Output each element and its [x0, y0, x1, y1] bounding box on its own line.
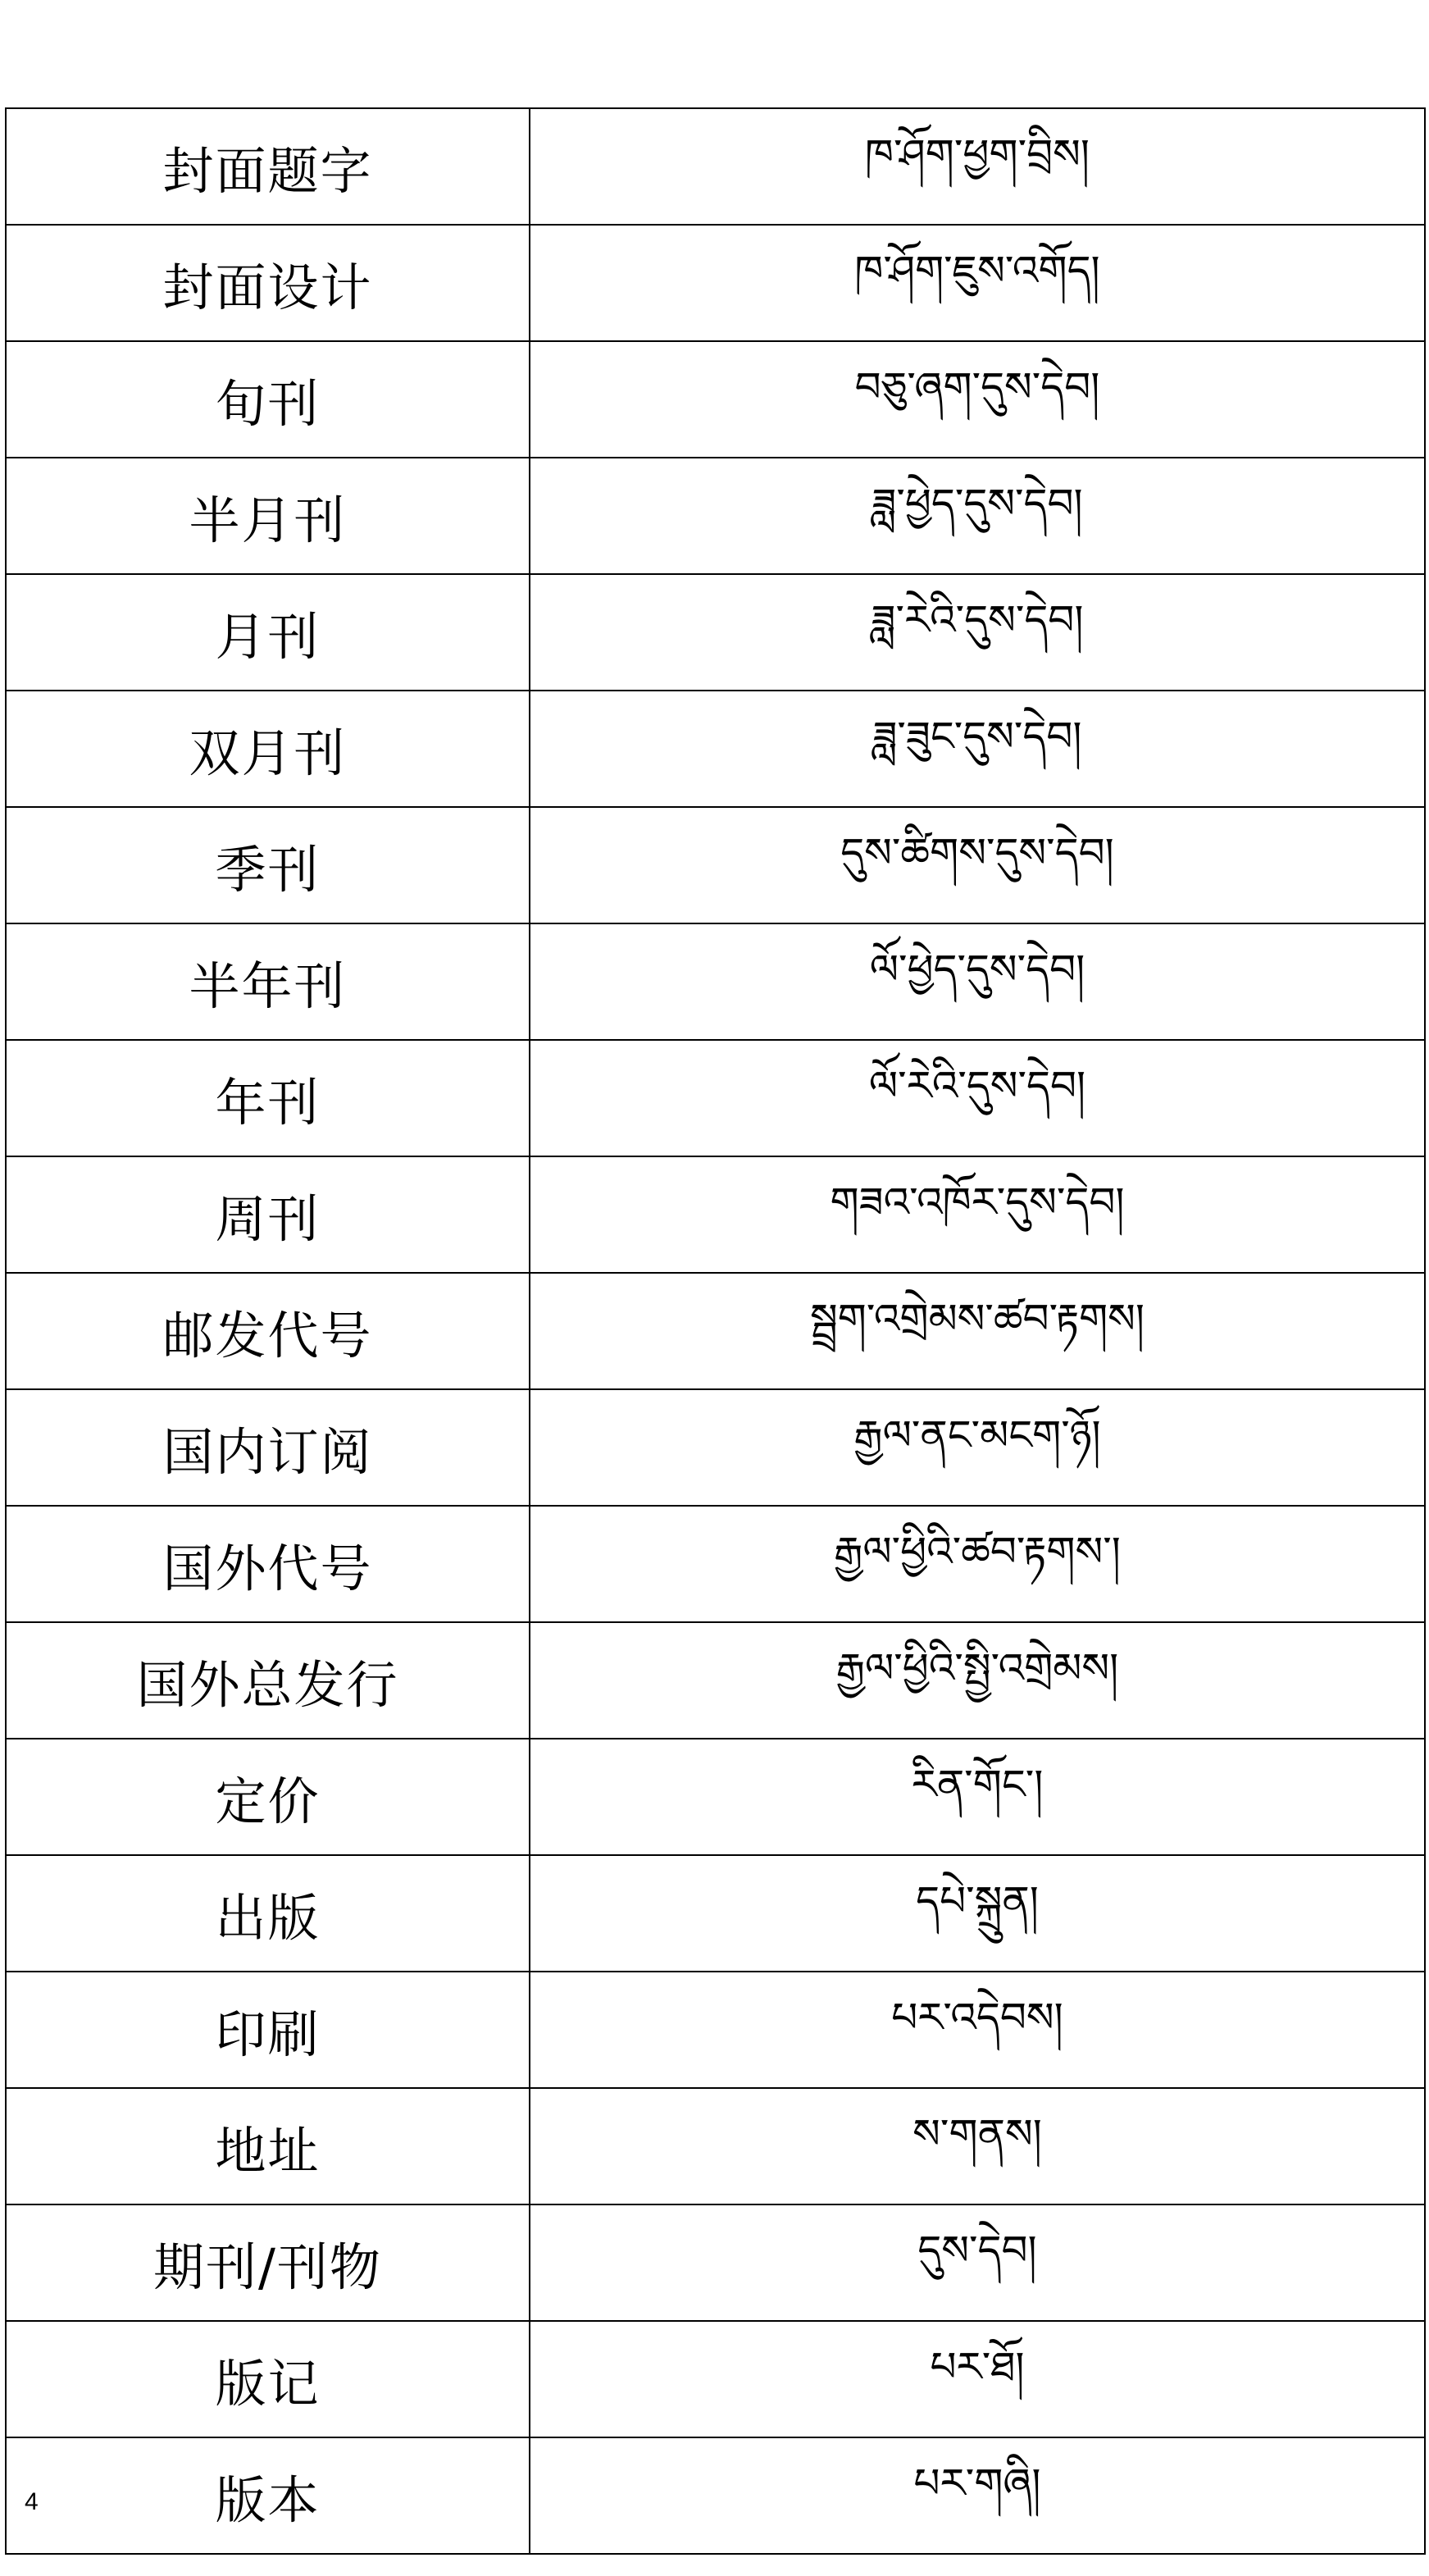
- chinese-term: 周刊: [6, 1156, 530, 1273]
- table-row: [6, 1389, 1425, 1506]
- chinese-term: 封面题字: [6, 108, 530, 225]
- chinese-term: 封面设计: [6, 225, 530, 341]
- table-row: [6, 2204, 1425, 2321]
- table-row: [6, 1273, 1425, 1389]
- table-row: [6, 1739, 1425, 1855]
- tibetan-term: ཁ་ཤོག་ཕྱག་བྲིས།: [530, 108, 1425, 225]
- table-row: [6, 2088, 1425, 2204]
- tibetan-term: རྒྱལ་ནང་མངག་ཉོ།: [530, 1389, 1425, 1506]
- tibetan-term: ཁ་ཤོག་ཇུས་འགོད།: [530, 225, 1425, 341]
- table-row: [6, 225, 1425, 341]
- chinese-term: 季刊: [6, 807, 530, 923]
- chinese-term: 期刊/刊物: [6, 2204, 530, 2321]
- tibetan-term: ལོ་ཕྱེད་དུས་དེབ།: [530, 923, 1425, 1040]
- chinese-term: 国外总发行: [6, 1622, 530, 1739]
- table-row: [6, 2321, 1425, 2437]
- chinese-term: 月刊: [6, 574, 530, 691]
- tibetan-term: གཟའ་འཁོར་དུས་དེབ།: [530, 1156, 1425, 1273]
- glossary-table: [5, 107, 1426, 2555]
- chinese-term: 双月刊: [6, 691, 530, 807]
- tibetan-term: པར་ཐོ།: [530, 2321, 1425, 2437]
- table-row: [6, 1622, 1425, 1739]
- table-row: [6, 807, 1425, 923]
- chinese-term: 定价: [6, 1739, 530, 1855]
- table-row: [6, 458, 1425, 574]
- tibetan-term: རིན་གོང་།: [530, 1739, 1425, 1855]
- tibetan-term: པར་འདེབས།: [530, 1972, 1425, 2088]
- chinese-term: 旬刊: [6, 341, 530, 458]
- table-row: [6, 1506, 1425, 1622]
- table-row: [6, 1855, 1425, 1972]
- chinese-term: 半月刊: [6, 458, 530, 574]
- chinese-term: 邮发代号: [6, 1273, 530, 1389]
- glossary-body: [6, 108, 1425, 2554]
- chinese-term: 版记: [6, 2321, 530, 2437]
- chinese-term: 国外代号: [6, 1506, 530, 1622]
- tibetan-term: དཔེ་སྐྲུན།: [530, 1855, 1425, 1972]
- table-row: [6, 341, 1425, 458]
- tibetan-term: རྒྱལ་ཕྱིའི་སྤྱི་འགྲེམས།: [530, 1622, 1425, 1739]
- table-row: [6, 691, 1425, 807]
- table-row: [6, 1156, 1425, 1273]
- chinese-term: 地址: [6, 2088, 530, 2204]
- table-row: [6, 1040, 1425, 1156]
- tibetan-term: ས་གནས།: [530, 2088, 1425, 2204]
- tibetan-term: རྒྱལ་ཕྱིའི་ཚབ་རྟགས་།: [530, 1506, 1425, 1622]
- tibetan-term: ལོ་རེའི་དུས་དེབ།: [530, 1040, 1425, 1156]
- chinese-term: 半年刊: [6, 923, 530, 1040]
- table-row: [6, 108, 1425, 225]
- table-row: [6, 2437, 1425, 2554]
- chinese-term: 版本: [6, 2437, 530, 2554]
- table-row: [6, 923, 1425, 1040]
- page-number: 4: [25, 2488, 39, 2515]
- tibetan-term: དུས་དེབ།: [530, 2204, 1425, 2321]
- tibetan-term: བཅུ་ཞག་དུས་དེབ།: [530, 341, 1425, 458]
- chinese-term: 出版: [6, 1855, 530, 1972]
- chinese-term: 国内订阅: [6, 1389, 530, 1506]
- tibetan-term: ཟླ་ཕྱེད་དུས་དེབ།: [530, 458, 1425, 574]
- tibetan-term: ཟླ་རེའི་དུས་དེབ།: [530, 574, 1425, 691]
- table-row: [6, 1972, 1425, 2088]
- tibetan-term: སྦྲག་འགྲེམས་ཚབ་རྟགས།: [530, 1273, 1425, 1389]
- chinese-term: 印刷: [6, 1972, 530, 2088]
- table-row: [6, 574, 1425, 691]
- tibetan-term: པར་གཞི།: [530, 2437, 1425, 2554]
- tibetan-term: དུས་ཚིགས་དུས་དེབ།: [530, 807, 1425, 923]
- tibetan-term: ཟླ་ཟུང་དུས་དེབ།: [530, 691, 1425, 807]
- chinese-term: 年刊: [6, 1040, 530, 1156]
